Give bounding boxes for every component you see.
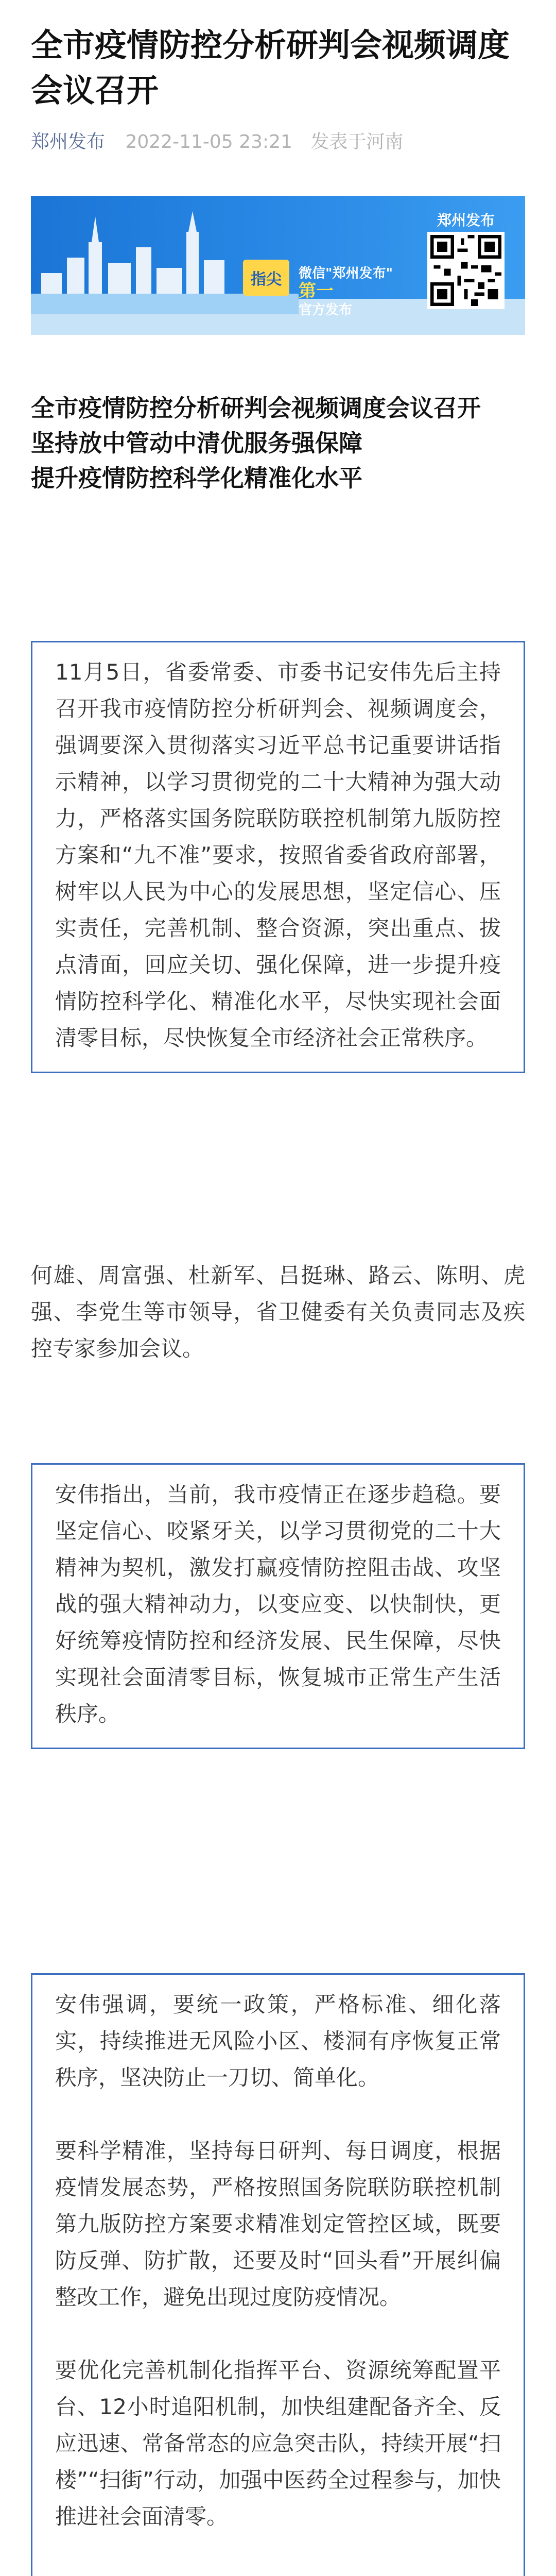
slogan-line2: 官方发布 bbox=[299, 302, 353, 318]
article-title: 全市疫情防控分析研判会视频调度会议召开 bbox=[31, 26, 510, 109]
subtitle-line-1: 全市疫情防控分析研判会视频调度会议召开 bbox=[31, 394, 481, 422]
slogan-line1: 微信"郑州发布" bbox=[299, 266, 393, 281]
paragraph-text: 安伟指出，当前，我市疫情正在逐步趋稳。要坚定信心、咬紧牙关，以学习贯彻党的二十大精神为契机，激发打赢疫情防控阻击战、攻坚战的强大精神动力，以变应变、以快制快，更好统筹疫情防控和经济发展、民生保障，尽快实现社会面清零目标，恢复城市正常生产生活秩序。 bbox=[55, 1482, 501, 1726]
paragraph-text bbox=[55, 2571, 501, 2576]
article-meta bbox=[31, 131, 525, 154]
banner-slogan bbox=[299, 265, 407, 319]
banner-tag-text: 指尖 bbox=[251, 270, 282, 289]
banner-logo-text: 郑州发布 bbox=[437, 212, 495, 229]
account-name-link[interactable]: 郑州发布 bbox=[31, 131, 106, 152]
boxed-paragraph-assessment bbox=[31, 1463, 525, 1749]
subtitle-line-2: 坚持放中管动中清优服务强保障 bbox=[31, 429, 362, 457]
account-banner[interactable] bbox=[31, 196, 525, 335]
paragraph-text: 要优化完善机制化指挥平台、资源统筹配置平台、12小时追阳机制，加快组建配备齐全、反应迅速、常备常态的应急突击队，持续开展“扫楼”“扫街”行动，加强中医药全过程参与，加快推进社会面清零。 bbox=[55, 2358, 501, 2529]
paragraph-text: 安伟强调，要统一政策，严格标准、细化落实，持续推进无风险小区、楼洞有序恢复正常秩序，坚决防止一刀切、简单化。 bbox=[55, 1992, 501, 2090]
publish-location: 发表于河南 bbox=[310, 131, 404, 152]
banner-tag bbox=[243, 260, 289, 296]
boxed-paragraph-intro bbox=[31, 641, 525, 1073]
qr-code-icon bbox=[427, 232, 505, 309]
publish-datetime: 2022-11-05 23:21 bbox=[125, 131, 292, 152]
slogan-highlight: 第一 bbox=[299, 281, 334, 301]
attendees-paragraph: 何雄、周富强、杜新军、吕挺琳、路云、陈明、虎强、李党生等市领导，省卫健委有关负责同志及疾控专家参加会议。 bbox=[31, 1263, 525, 1361]
subtitle-line-3: 提升疫情防控科学化精准化水平 bbox=[31, 464, 362, 492]
paragraph-text: 要科学精准，坚持每日研判、每日调度，根据疫情发展态势，严格按照国务院联防联控机制第九版防控方案要求精准划定管控区域，既要防反弹、防扩散，还要及时“回头看”开展纠偏整改工作，避免出现过度防疫情况。 bbox=[55, 2138, 501, 2310]
boxed-paragraph-requirements bbox=[31, 1973, 525, 2576]
article-subtitle bbox=[31, 391, 525, 496]
paragraph-text: 11月5日，省委常委、市委书记安伟先后主持召开我市疫情防控分析研判会、视频调度会，强调要深入贯彻落实习近平总书记重要讲话指示精神，以学习贯彻党的二十大精神为强大动力，严格落实国务院联防联控机制第九版防控方案和“九不准”要求，按照省委省政府部署，树牢以人民为中心的发展思想，坚定信心、压实责任，完善机制、整合资源，突出重点、拔点清面，回应关切、强化保障，进一步提升疫情防控科学化、精准化水平，尽快实现社会面清零目标，尽快恢复全市经济社会正常秩序。 bbox=[55, 659, 501, 1050]
